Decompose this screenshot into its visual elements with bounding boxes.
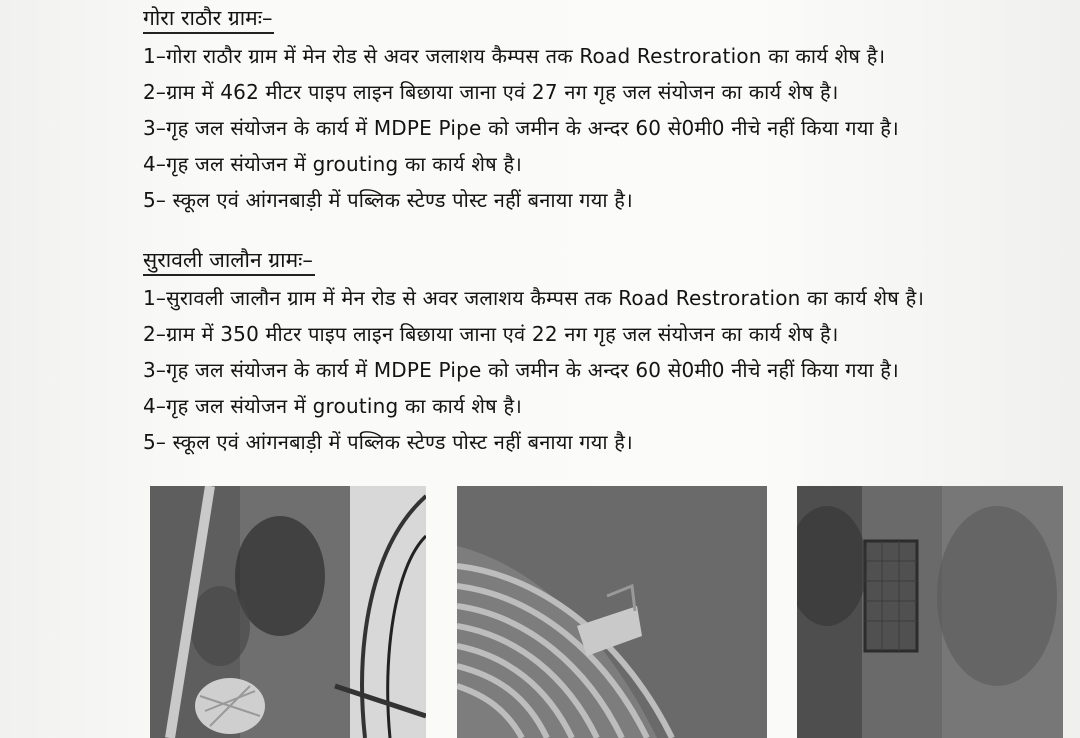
list-item: 2–ग्राम में 350 मीटर पाइप लाइन बिछाया जाना एवं 22 नग गृह जल संयोजन का कार्य शेष है।: [143, 322, 839, 346]
list-item: 5– स्कूल एवं आंगनबाड़ी में पब्लिक स्टेण्ड पोस्ट नहीं बनाया गया है।: [143, 188, 633, 212]
site-photo-brick-structure: [797, 486, 1063, 738]
section-heading: गोरा राठौर ग्रामः–: [143, 4, 274, 34]
section-suravali-jalaun: [143, 246, 1043, 460]
site-photo-wall-and-pipes: [150, 486, 426, 738]
list-item: 4–गृह जल संयोजन में grouting का कार्य शेष है।: [143, 394, 523, 418]
list-item: 5– स्कूल एवं आंगनबाड़ी में पब्लिक स्टेण्ड पोस्ट नहीं बनाया गया है।: [143, 430, 633, 454]
section-heading: सुरावली जालौन ग्रामः–: [143, 246, 315, 276]
list-item: 3–गृह जल संयोजन के कार्य में MDPE Pipe को जमीन के अन्दर 60 से0मी0 नीचे नहीं किया गया है।: [143, 358, 899, 382]
site-photo-corrugated-roof: [457, 486, 767, 738]
list-item: 1–गोरा राठौर ग्राम में मेन रोड से अवर जलाशय कैम्पस तक Road Restroration का कार्य शेष है।: [143, 44, 886, 68]
list-item: 3–गृह जल संयोजन के कार्य में MDPE Pipe को जमीन के अन्दर 60 से0मी0 नीचे नहीं किया गया है।: [143, 116, 899, 140]
list-item: 2–ग्राम में 462 मीटर पाइप लाइन बिछाया जाना एवं 27 नग गृह जल संयोजन का कार्य शेष है।: [143, 80, 839, 104]
list-item: 1–सुरावली जालौन ग्राम में मेन रोड से अवर जलाशय कैम्पस तक Road Restroration का कार्य शेष है।: [143, 286, 925, 310]
list-item: 4–गृह जल संयोजन में grouting का कार्य शेष है।: [143, 152, 523, 176]
photo-strip: [0, 486, 1080, 738]
section-gora-rathaur: [143, 4, 1043, 218]
